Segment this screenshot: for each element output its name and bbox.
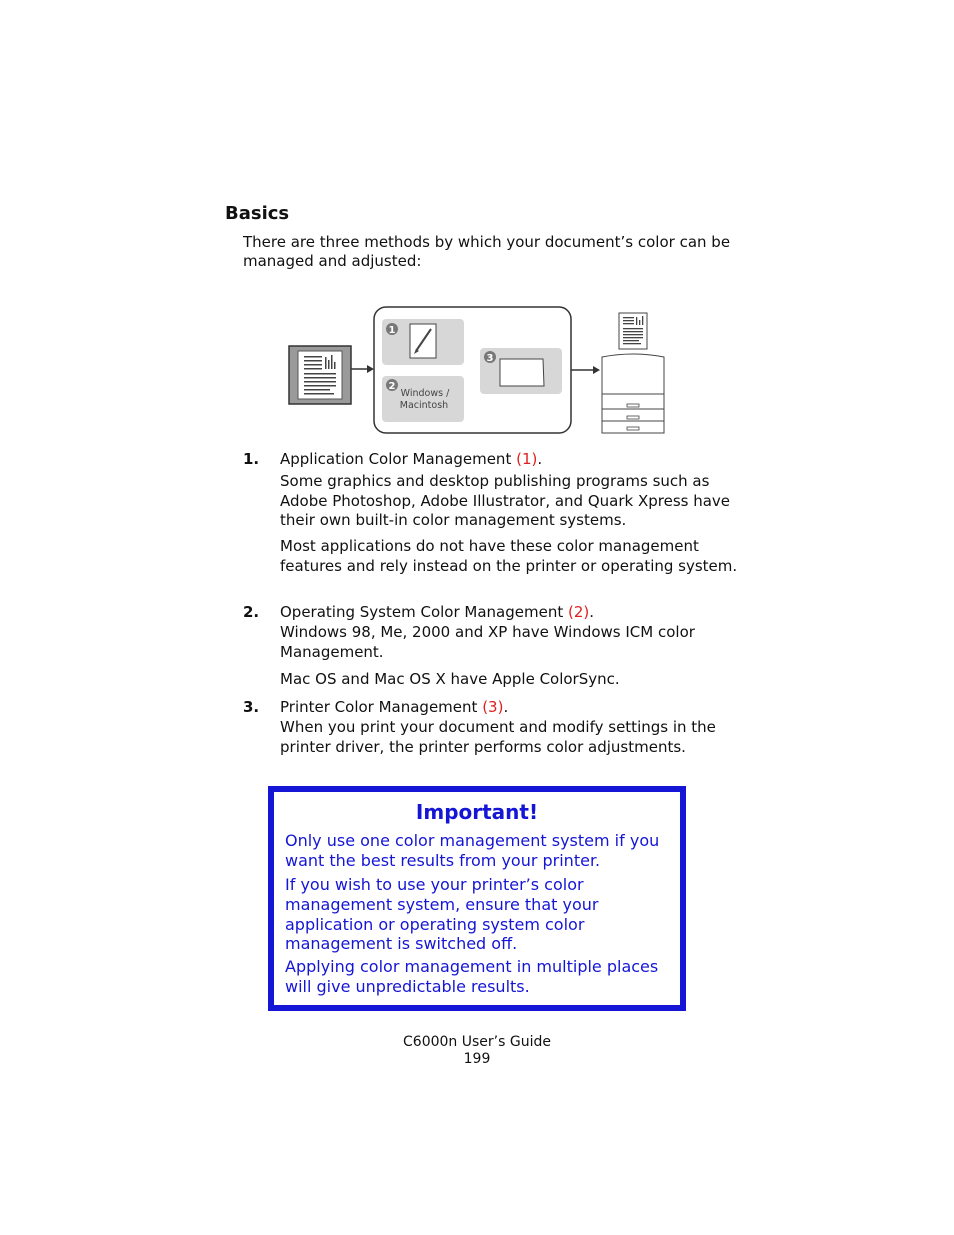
item-2-paragraph-2: Mac OS and Mac OS X have Apple ColorSync. xyxy=(280,670,620,688)
important-notice-box xyxy=(268,786,686,1011)
item-1-number: 1. xyxy=(243,450,260,468)
step-2-badge: 2 xyxy=(388,381,396,392)
printed-page-icon xyxy=(619,313,647,349)
item-3-title: Printer Color Management (3). xyxy=(280,698,509,716)
os-label-line1: Windows / xyxy=(400,388,450,399)
intro-paragraph: There are three methods by which your document’s color can be managed and adjusted: xyxy=(243,233,731,270)
item-2-number: 2. xyxy=(243,603,260,621)
important-paragraph-3: Applying color management in multiple places will give unpredictable results. xyxy=(285,957,659,996)
important-paragraph-1: Only use one color management system if you want the best results from your printer. xyxy=(285,831,660,870)
item-1-reference: (1) xyxy=(516,450,538,468)
step-1-badge: 1 xyxy=(388,325,396,336)
item-3-reference: (3) xyxy=(482,698,504,716)
color-management-diagram xyxy=(285,305,670,441)
item-1-title: Application Color Management (1). xyxy=(280,450,543,468)
printer-icon xyxy=(602,354,664,433)
footer-page-number: 199 xyxy=(463,1051,491,1067)
source-document-icon xyxy=(289,346,351,404)
item-2-reference: (2) xyxy=(567,603,590,621)
important-paragraph-2: If you wish to use your printer’s color management system, ensure that your application or operating system color management is switched off. xyxy=(285,875,599,954)
item-2-paragraph-1: Windows 98, Me, 2000 and XP have Windows ICM color Management. xyxy=(280,623,695,661)
section-heading: Basics xyxy=(225,203,290,224)
footer-guide-title: C6000n User’s Guide xyxy=(403,1034,551,1050)
os-label-line2: Macintosh xyxy=(399,400,449,411)
item-3-paragraph-1: When you print your document and modify settings in the printer driver, the printer performs color adjustments. xyxy=(280,718,716,756)
item-1-paragraph-1: Some graphics and desktop publishing programs such as Adobe Photoshop, Adobe Illustrator, and Quark Xpress have their own built-in color management systems. xyxy=(280,472,731,529)
item-1-paragraph-2: Most applications do not have these color management features and rely instead on the printer or operating system. xyxy=(280,537,738,575)
item-3-number: 3. xyxy=(243,698,260,716)
item-2-title: Operating System Color Management (2). xyxy=(280,603,595,621)
important-title: Important! xyxy=(415,800,539,824)
step-3-badge: 3 xyxy=(486,353,494,364)
